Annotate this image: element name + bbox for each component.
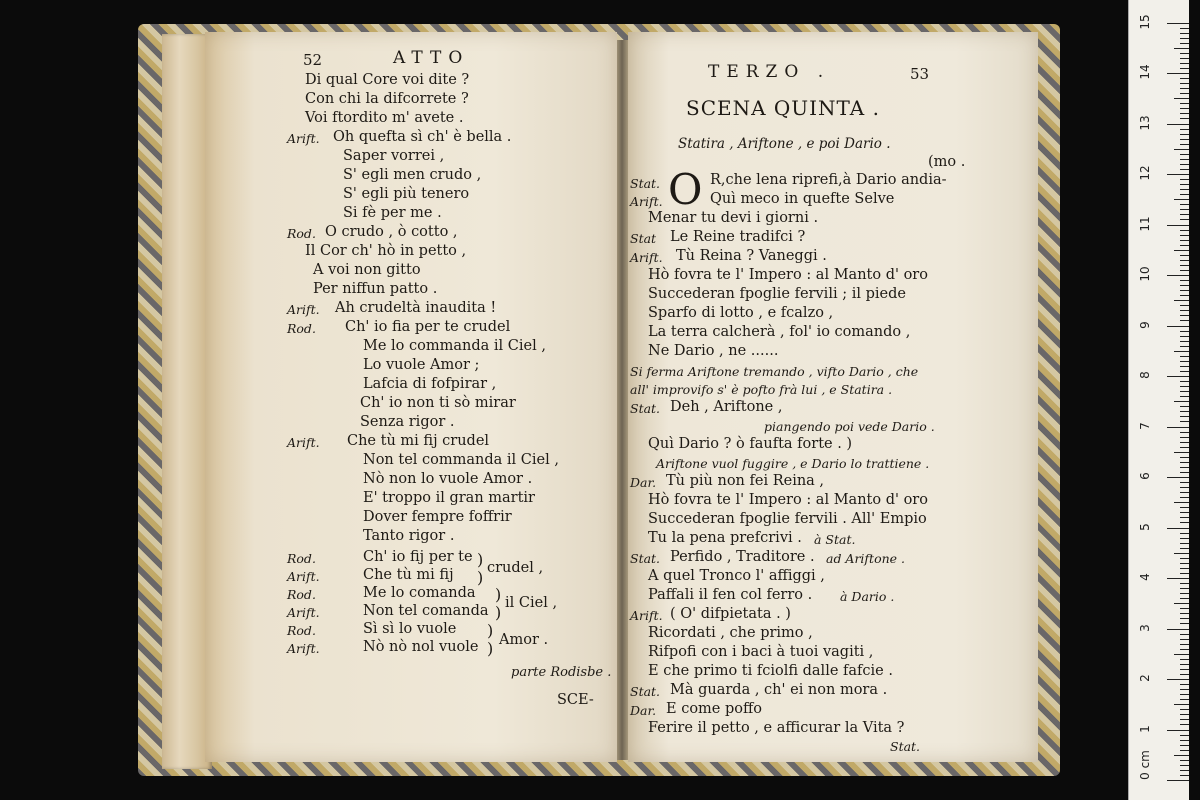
- verse-line: Hò fovra te l' Impero : al Manto d' oro: [648, 492, 928, 508]
- ruler-tick: [1180, 467, 1189, 468]
- ruler-tick: [1180, 765, 1189, 766]
- brace: ): [477, 550, 484, 569]
- speaker-label: Dar.: [630, 703, 657, 718]
- left-page: [205, 32, 617, 762]
- ruler-tick: [1174, 452, 1189, 453]
- ruler-tick: [1180, 134, 1189, 135]
- ruler-tick: [1180, 68, 1189, 69]
- verse-line: Lo vuole Amor ;: [363, 357, 480, 373]
- verse-line: Ne Dario , ne ......: [648, 343, 779, 359]
- ruler-tick: [1167, 174, 1189, 175]
- verse-line: Sì sì lo vuole: [363, 621, 457, 637]
- ruler-tick: [1174, 199, 1189, 200]
- ruler-tick: [1180, 103, 1189, 104]
- ruler-tick: [1180, 144, 1189, 145]
- ruler-tick: [1180, 664, 1189, 665]
- ruler-tick: [1180, 159, 1189, 160]
- speaker-label: Stat.: [630, 401, 661, 416]
- speaker-label: Rod.: [287, 623, 316, 638]
- ruler-tick: [1167, 73, 1189, 74]
- ruler-tick: [1174, 755, 1189, 756]
- speaker-label: Stat: [630, 231, 657, 246]
- ruler-tick: [1180, 699, 1189, 700]
- ruler-tick: [1180, 179, 1189, 180]
- brace-word: crudel ,: [487, 560, 544, 576]
- ruler-tick: [1180, 235, 1189, 236]
- ruler-tick: [1180, 674, 1189, 675]
- ruler-tick: [1180, 740, 1189, 741]
- verse-line: S' egli men crudo ,: [343, 167, 482, 183]
- ruler-tick: [1180, 381, 1189, 382]
- verse-line: Me lo commanda il Ciel ,: [363, 338, 546, 354]
- speaker-label: Rod.: [287, 551, 316, 566]
- verse-line: Saper vorrei ,: [343, 148, 445, 164]
- verse-line: Oh quefta sì ch' è bella .: [333, 129, 512, 145]
- ruler-tick: [1180, 416, 1189, 417]
- ruler-tick: [1180, 437, 1189, 438]
- ruler-tick: [1180, 320, 1189, 321]
- verse-line: Voi ftordito m' avete .: [305, 110, 464, 126]
- speaker-label: Arift.: [630, 608, 663, 623]
- ruler-tick: [1180, 28, 1189, 29]
- speaker-label: Arift.: [287, 605, 320, 620]
- ruler-tick: [1180, 608, 1189, 609]
- ruler-tick: [1180, 285, 1189, 286]
- ruler-tick: [1180, 230, 1189, 231]
- verse-line: Senza rigor .: [360, 414, 455, 430]
- ruler-tick: [1174, 603, 1189, 604]
- ruler-tick: [1180, 447, 1189, 448]
- verse-line: Quì Dario ? ò faufta forte . ): [648, 436, 853, 452]
- ruler-tick: [1180, 649, 1189, 650]
- ruler-tick: [1180, 139, 1189, 140]
- verse-line: Me lo comanda: [363, 585, 476, 601]
- ruler-tick: [1174, 401, 1189, 402]
- ruler-tick: [1180, 719, 1189, 720]
- verse-line: Menar tu devi i giorni .: [648, 210, 819, 226]
- ruler-tick: [1174, 149, 1189, 150]
- ruler-tick: [1180, 336, 1189, 337]
- verse-line: A voi non gitto: [313, 262, 421, 278]
- ruler-tick: [1180, 260, 1189, 261]
- ruler-tick: [1167, 225, 1189, 226]
- stage-direction: ad Ariftone .: [826, 551, 905, 566]
- ruler-tick: [1180, 43, 1189, 44]
- ruler-tick: [1167, 124, 1189, 125]
- ruler-tick: [1180, 472, 1189, 473]
- speaker-label: Arift.: [287, 131, 320, 146]
- ruler-tick: [1174, 654, 1189, 655]
- drop-cap: O: [668, 165, 703, 214]
- brace-word: Amor .: [499, 632, 549, 648]
- ruler-tick: [1180, 129, 1189, 130]
- verse-line: Ricordati , che primo ,: [648, 625, 813, 641]
- ruler-tick: [1180, 517, 1189, 518]
- ruler-tick: [1180, 462, 1189, 463]
- ruler-tick: [1180, 88, 1189, 89]
- ruler-label: 8: [1138, 371, 1152, 379]
- ruler-tick: [1180, 341, 1189, 342]
- ruler-tick: [1180, 669, 1189, 670]
- stage-direction: Si ferma Ariftone tremando , vifto Dario , che: [630, 364, 919, 379]
- verse-line: Rifpofi con i baci à tuoi vagiti ,: [648, 644, 874, 660]
- brace-word: il Ciel ,: [505, 595, 558, 611]
- verse-line: Hò fovra te l' Impero : al Manto d' oro: [648, 267, 928, 283]
- ruler-tick: [1180, 169, 1189, 170]
- ruler-tick: [1167, 730, 1189, 731]
- verse-line: Che tù mi fij: [363, 567, 454, 583]
- ruler-tick: [1174, 704, 1189, 705]
- ruler-tick: [1180, 623, 1189, 624]
- verse-line: Succederan fpoglie fervili ; il piede: [648, 286, 906, 302]
- ruler-tick: [1180, 270, 1189, 271]
- brace: ): [495, 603, 502, 622]
- ruler-tick: [1180, 346, 1189, 347]
- ruler-tick: [1174, 98, 1189, 99]
- ruler-tick: [1167, 477, 1189, 478]
- ruler-tick: [1180, 154, 1189, 155]
- ruler-tick: [1167, 679, 1189, 680]
- ruler-tick: [1180, 310, 1189, 311]
- ruler-tick: [1180, 568, 1189, 569]
- ruler-label: 11: [1138, 215, 1152, 232]
- ruler-tick: [1174, 553, 1189, 554]
- brace: ): [487, 639, 494, 658]
- ruler-tick: [1180, 356, 1189, 357]
- ruler-tick: [1180, 714, 1189, 715]
- speaker-label: Dar.: [630, 475, 657, 490]
- ruler-label: 3: [1138, 623, 1152, 632]
- ruler-tick: [1180, 457, 1189, 458]
- verse-line: O crudo , ò cotto ,: [325, 224, 458, 240]
- ruler-tick: [1167, 427, 1189, 428]
- ruler-tick: [1180, 593, 1189, 594]
- ruler-tick: [1180, 583, 1189, 584]
- verse-line: Di qual Core voi dite ?: [305, 72, 470, 88]
- speaker-label: Arift.: [287, 569, 320, 584]
- verse-line: Sparfo di lotto , e fcalzo ,: [648, 305, 834, 321]
- ruler-label: 9: [1138, 320, 1152, 329]
- ruler-tick: [1180, 639, 1189, 640]
- verse-line: E' troppo il gran martir: [363, 490, 535, 506]
- scene-title: SCENA QUINTA .: [686, 96, 880, 120]
- brace: ): [477, 568, 484, 587]
- page-number: 52: [303, 51, 323, 69]
- cast-list: Statira , Ariftone , e poi Dario .: [678, 136, 891, 152]
- ruler-tick: [1180, 331, 1189, 332]
- ruler-label: 10: [1138, 266, 1152, 282]
- ruler-label: 1: [1138, 724, 1152, 733]
- speaker-label: Rod.: [287, 226, 316, 241]
- ruler-tick: [1180, 93, 1189, 94]
- verse-line: Ah crudeltà inaudita !: [335, 300, 497, 316]
- ruler-label: 4: [1138, 573, 1152, 581]
- stage-direction: à Stat.: [814, 532, 856, 547]
- ruler-tick: [1167, 578, 1189, 579]
- verse-line: Non tel commanda il Ciel ,: [363, 452, 559, 468]
- ruler-tick: [1180, 492, 1189, 493]
- ruler-tick: [1180, 184, 1189, 185]
- ruler-tick: [1180, 689, 1189, 690]
- running-head: TERZO .: [708, 62, 831, 82]
- ruler-label: 2: [1138, 674, 1152, 682]
- ruler-tick: [1180, 497, 1189, 498]
- ruler-tick: [1180, 507, 1189, 508]
- ruler-tick: [1180, 482, 1189, 483]
- verse-line: Tù più non fei Reina ,: [666, 473, 825, 489]
- verse-line: Per niffun patto .: [313, 281, 438, 297]
- verse-line: Nò non lo vuole Amor .: [363, 471, 533, 487]
- verse-line: Tù Reina ? Vaneggi .: [676, 248, 827, 264]
- ruler-tick: [1180, 118, 1189, 119]
- ruler-tick: [1180, 63, 1189, 64]
- ruler-tick: [1180, 194, 1189, 195]
- verse-line: Che tù mi fij crudel: [347, 433, 490, 449]
- ruler-tick: [1180, 189, 1189, 190]
- verse-line: Dover fempre foffrir: [363, 509, 512, 525]
- ruler-tick: [1180, 58, 1189, 59]
- ruler-tick: [1180, 33, 1189, 34]
- ruler-tick: [1180, 411, 1189, 412]
- ruler-tick: [1180, 361, 1189, 362]
- page-number: 53: [910, 65, 930, 83]
- ruler-tick: [1180, 209, 1189, 210]
- verse-line: Ch' io fia per te crudel: [345, 319, 511, 335]
- ruler-tick: [1180, 214, 1189, 215]
- catchword: Stat.: [890, 739, 921, 754]
- verse-line: E come poffo: [666, 701, 763, 717]
- ruler-label: 12: [1138, 165, 1152, 181]
- verse-line: Il Cor ch' hò in petto ,: [305, 243, 467, 259]
- ruler-tick: [1180, 240, 1189, 241]
- ruler-tick: [1180, 573, 1189, 574]
- ruler-tick: [1180, 366, 1189, 367]
- ruler-tick: [1180, 83, 1189, 84]
- ruler-tick: [1180, 522, 1189, 523]
- ruler-tick: [1180, 724, 1189, 725]
- stage-direction: à Dario .: [840, 589, 895, 604]
- speaker-label: Arift.: [630, 194, 663, 209]
- speaker-label: Stat.: [630, 684, 661, 699]
- brace: ): [487, 621, 494, 640]
- ruler-tick: [1180, 406, 1189, 407]
- ruler-tick: [1180, 760, 1189, 761]
- verse-line: La terra calcherà , fol' io comando ,: [648, 324, 911, 340]
- ruler-tick: [1167, 376, 1189, 377]
- ruler-tick: [1180, 543, 1189, 544]
- ruler-tick: [1180, 588, 1189, 589]
- ruler-label: 7: [1138, 421, 1152, 430]
- ruler-tick: [1167, 629, 1189, 630]
- ruler-tick: [1180, 487, 1189, 488]
- ruler-label: 5: [1138, 522, 1152, 531]
- verse-line: Tanto rigor .: [363, 528, 455, 544]
- ruler-tick: [1180, 512, 1189, 513]
- verse-line: Le Reine tradifci ?: [670, 229, 806, 245]
- ruler-tick: [1180, 164, 1189, 165]
- ruler-tick: [1180, 598, 1189, 599]
- right-page: [628, 32, 1038, 762]
- ruler-tick: [1180, 442, 1189, 443]
- verse-line: E che primo ti fciolfi dalle fafcie .: [648, 663, 893, 679]
- verse-line: R,che lena riprefi,à Dario andia-: [710, 172, 947, 188]
- ruler-tick: [1180, 386, 1189, 387]
- ruler-tick: [1180, 770, 1189, 771]
- verse-line: Ch' io non ti sò mirar: [360, 395, 516, 411]
- ruler-tick: [1180, 735, 1189, 736]
- ruler-tick: [1180, 775, 1189, 776]
- ruler-tick: [1174, 48, 1189, 49]
- ruler-tick: [1180, 421, 1189, 422]
- ruler-tick: [1174, 351, 1189, 352]
- ruler-tick: [1180, 694, 1189, 695]
- ruler-tick: [1180, 265, 1189, 266]
- ruler-tick: [1180, 745, 1189, 746]
- ruler-tick: [1180, 396, 1189, 397]
- ruler-tick: [1180, 38, 1189, 39]
- ruler-label: 0 cm: [1138, 750, 1152, 780]
- ruler-tick: [1180, 391, 1189, 392]
- ruler-tick: [1167, 275, 1189, 276]
- speaker-label: Stat.: [630, 551, 661, 566]
- ruler-label: 15: [1138, 13, 1152, 30]
- ruler-tick: [1180, 432, 1189, 433]
- speaker-label: Rod.: [287, 587, 316, 602]
- ruler-tick: [1180, 709, 1189, 710]
- verse-line: A quel Tronco l' affiggi ,: [648, 568, 825, 584]
- ruler-tick: [1180, 280, 1189, 281]
- verse-line: (mo .: [928, 154, 966, 170]
- ruler-tick: [1180, 255, 1189, 256]
- verse-line: Tu la pena prefcrivi .: [648, 530, 802, 546]
- ruler-tick: [1180, 563, 1189, 564]
- ruler-tick: [1180, 315, 1189, 316]
- ruler-tick: [1180, 204, 1189, 205]
- ruler-tick: [1174, 502, 1189, 503]
- speaker-label: Arift.: [287, 302, 320, 317]
- measurement-ruler: [1128, 0, 1189, 800]
- stage-direction: parte Rodisbe .: [511, 665, 612, 680]
- ruler-tick: [1180, 634, 1189, 635]
- verse-line: Ch' io fij per te: [363, 549, 473, 565]
- ruler-tick: [1174, 300, 1189, 301]
- ruler-tick: [1180, 245, 1189, 246]
- ruler-label: 14: [1138, 64, 1152, 80]
- verse-line: Perfido , Traditore .: [670, 549, 815, 565]
- ruler-tick: [1180, 295, 1189, 296]
- stage-direction: Ariftone vuol fuggire , e Dario lo trattiene .: [656, 456, 930, 471]
- ruler-tick: [1180, 53, 1189, 54]
- ruler-tick: [1174, 250, 1189, 251]
- verse-line: Quì meco in quefte Selve: [710, 191, 895, 207]
- ruler-tick: [1180, 305, 1189, 306]
- brace: ): [495, 585, 502, 604]
- ruler-label: 13: [1138, 114, 1152, 131]
- ruler-tick: [1180, 618, 1189, 619]
- ruler-tick: [1180, 533, 1189, 534]
- speaker-label: Stat.: [630, 176, 661, 191]
- catchword: SCE-: [557, 692, 594, 708]
- ruler-tick: [1180, 684, 1189, 685]
- stage-direction: all' improvifo s' è pofto frà lui , e Statira .: [630, 382, 893, 397]
- ruler-tick: [1180, 290, 1189, 291]
- ruler-tick: [1180, 219, 1189, 220]
- verse-line: Nò nò nol vuole: [363, 639, 479, 655]
- ruler-tick: [1167, 780, 1189, 781]
- ruler-tick: [1180, 750, 1189, 751]
- speaker-label: Arift.: [287, 641, 320, 656]
- speaker-label: Arift.: [287, 435, 320, 450]
- ruler-tick: [1167, 326, 1189, 327]
- speaker-label: Arift.: [630, 250, 663, 265]
- ruler-tick: [1180, 548, 1189, 549]
- ruler-tick: [1180, 538, 1189, 539]
- verse-line: Succederan fpoglie fervili . All' Empio: [648, 511, 927, 527]
- ruler-tick: [1180, 644, 1189, 645]
- verse-line: ( O' difpietata . ): [670, 606, 791, 622]
- running-head: ATTO: [393, 48, 470, 68]
- ruler-tick: [1180, 108, 1189, 109]
- speaker-label: Rod.: [287, 321, 316, 336]
- verse-line: S' egli più tenero: [343, 186, 470, 202]
- ruler-tick: [1180, 613, 1189, 614]
- verse-line: Paffali il fen col ferro .: [648, 587, 813, 603]
- verse-line: Si fè per me .: [343, 205, 442, 221]
- verse-line: Non tel comanda: [363, 603, 489, 619]
- ruler-tick: [1167, 23, 1189, 24]
- stage-direction: piangendo poi vede Dario .: [764, 419, 935, 434]
- ruler-tick: [1180, 371, 1189, 372]
- ruler-tick: [1180, 659, 1189, 660]
- ruler-tick: [1180, 558, 1189, 559]
- verse-line: Deh , Ariftone ,: [670, 399, 783, 415]
- verse-line: Con chi la difcorrete ?: [305, 91, 469, 107]
- ruler-tick: [1180, 113, 1189, 114]
- verse-line: Lafcia di fofpirar ,: [363, 376, 497, 392]
- ruler-tick: [1180, 78, 1189, 79]
- verse-line: Mà guarda , ch' ei non mora .: [670, 682, 888, 698]
- verse-line: Ferire il petto , e afficurar la Vita ?: [648, 720, 905, 736]
- ruler-label: 6: [1138, 472, 1152, 480]
- ruler-tick: [1167, 528, 1189, 529]
